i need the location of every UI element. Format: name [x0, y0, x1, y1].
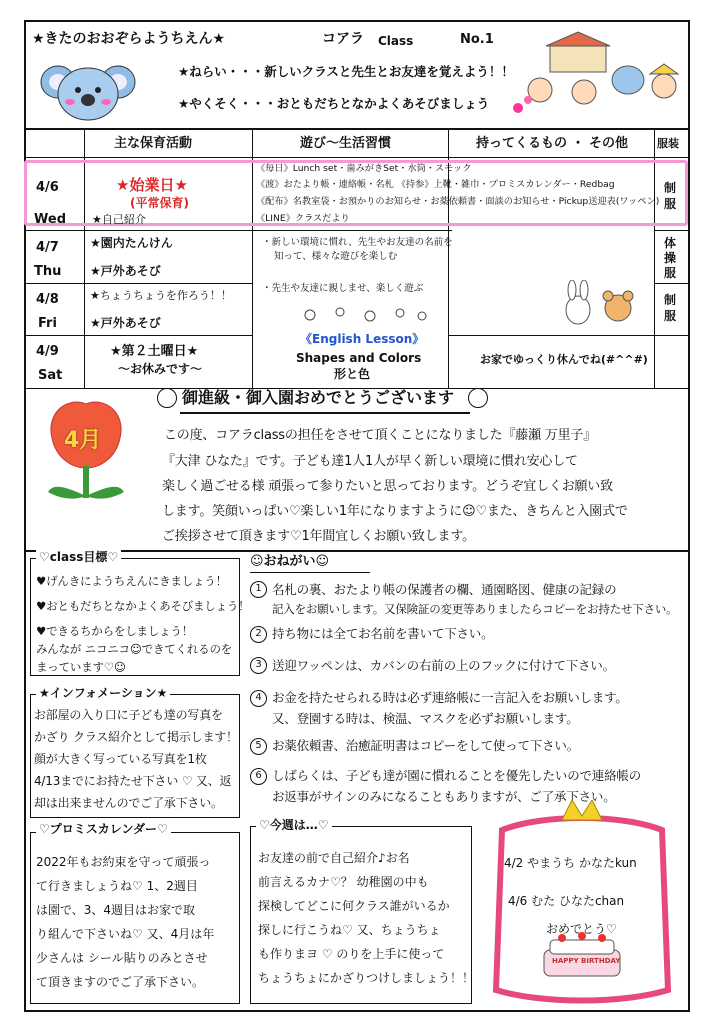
row-note: ★戸外あそび	[90, 316, 161, 330]
birthday-line: 4/6 むた ひなたchan	[508, 894, 625, 908]
class-label: Class	[378, 34, 414, 48]
request-line: お返事がサインのみになることもありますが、ご了承下さい。	[272, 789, 616, 804]
habit-line: 知って、様々な遊びを楽しむ	[274, 251, 398, 262]
row-dress: 体操服	[664, 236, 677, 280]
month-label: 4月	[64, 428, 102, 453]
requests-title: ☺おねがい☺	[250, 554, 330, 569]
item-line: 《LINE》クラスだより	[256, 213, 350, 224]
promise-calendar-title: ♡プロミスカレンダー♡	[36, 822, 171, 837]
col-header-habits: 遊び～生活習慣	[300, 136, 392, 151]
koala-illustration	[40, 52, 136, 124]
english-lesson-title: 《English Lesson》	[300, 332, 425, 346]
week-line: も作りまヨ ♡ のりを上手に使って	[258, 947, 445, 961]
request-number: 6	[250, 768, 267, 785]
greeting-line: 楽しく過ごせる様 頑張って参りたいと思っております。どうぞ宜しくお願い致	[162, 479, 613, 494]
row-dress: 制服	[664, 181, 677, 211]
item-line: 《配布》名教室袋・お預かりのお知らせ・お薬依頼書・面談のお知らせ・Pickup送迎表(ワッペン)	[256, 196, 660, 207]
col-header-items: 持ってくるもの ・ その他	[476, 136, 629, 151]
week-line: 探しに行こうね♡ 又、ちょうちょ	[258, 923, 441, 937]
row-day: Fri	[38, 316, 57, 331]
calendar-line: は園で、3、4週目はお家で取	[36, 903, 196, 917]
smile-icon	[157, 388, 177, 408]
aim-text: ★ねらい・・・新しいクラスと先生とお友達を覚えよう！！	[178, 64, 514, 79]
birthday-line: おめでとう♡	[546, 922, 617, 936]
greeting-line: ご挨拶させて頂きます♡1年間宜しくお願い致します。	[162, 529, 475, 544]
request-number: 5	[250, 738, 267, 755]
info-line: 顔が大きく写っている写真を1枚	[34, 752, 207, 766]
week-line: お友達の前で自己紹介♪お名	[258, 851, 410, 865]
calendar-line: て頂きますのでご了承下さい。	[36, 975, 205, 989]
request-number: 4	[250, 690, 267, 707]
request-line: 持ち物には全てお名前を書いて下さい。	[272, 626, 494, 641]
rabbit-bear-illustration	[556, 280, 642, 330]
greeting-line: します。笑顔いっぱい♡楽しい1年になりますように☺♡また、きちんと入園式で	[162, 504, 628, 519]
calendar-line: り組んで下さいね♡ 又、4月は年	[36, 927, 215, 941]
row-date: 4/8	[36, 292, 59, 307]
col-header-dress: 服装	[657, 137, 679, 150]
request-line: 又、登園する時は、検温、マスクを必ずお願いします。	[272, 711, 579, 726]
information-title: ★インフォメーション★	[36, 686, 170, 701]
request-line: 名札の裏、おたより帳の保護者の欄、通園略図、健康の記録の	[272, 582, 617, 597]
decoration-flowers	[300, 304, 430, 326]
class-goals-title: ♡class目標♡	[36, 550, 121, 565]
goal-line: ♥できるちからをしましょう！	[36, 624, 194, 638]
goal-line: みんなが ニコニコ☺できてくれるのを	[36, 642, 233, 656]
request-number: 1	[250, 581, 267, 598]
row-activity-sub: ～お休みです～	[118, 362, 203, 376]
school-name: ★きたのおおぞらようちえん★	[32, 31, 226, 47]
item-line: 《毎日》Lunch set・歯みがきSet・水筒・スモック	[256, 163, 472, 174]
issue-number: No.1	[460, 32, 494, 47]
col-header-activity: 主な保育活動	[114, 136, 193, 151]
habit-line: ・先生や友達に親しませ、楽しく遊ぶ	[262, 283, 424, 294]
greeting-line: この度、コアラclassの担任をさせて頂くことになりました『藤瀬 万里子』	[164, 428, 597, 443]
row-note: ★自己紹介	[92, 213, 146, 226]
row-activity: ★第２土曜日★	[110, 344, 199, 359]
request-line: 記入をお願いします。又保険証の変更等ありましたらコピーをお持たせ下さい。	[272, 602, 678, 616]
request-line: 送迎ワッペンは、カバンの右前の上のフックに付けて下さい。	[272, 658, 615, 673]
info-line: 却は出来ませんのでご了承下さい。	[34, 796, 223, 810]
row-day: Sat	[38, 368, 63, 383]
info-line: かざり クラス紹介として掲示します！	[34, 730, 238, 744]
row-activity: ★園内たんけん	[90, 236, 173, 250]
row-day: Wed	[34, 212, 66, 227]
week-line: ちょうちょにかざりつけしましょう！！	[258, 971, 475, 985]
english-lesson-jp: 形と色	[334, 367, 371, 381]
habit-line: ・新しい環境に慣れ、先生やお友達の名前を	[262, 237, 453, 248]
request-line: しばらくは、子ども達が園に慣れることを優先したいので連絡帳の	[272, 768, 642, 783]
calendar-line: 少さんは シール貼りのみとさせ	[36, 951, 208, 965]
goal-line: まっています♡☺	[36, 660, 126, 674]
greeting-title: 御進級・御入園おめでとうございます	[182, 388, 455, 407]
info-line: お部屋の入り口に子ども達の写真を	[34, 708, 223, 722]
week-line: 前言えるカナ♡？ 幼稚園の中も	[258, 875, 429, 889]
request-line: お金を持たせられる時は必ず連絡帳に一言記入をお願いします。	[272, 690, 628, 705]
tulip-illustration	[38, 396, 134, 514]
row-activity-sub: (平常保育)	[130, 196, 189, 210]
greeting-line: 『大津 ひなた』です。子ども達1人1人が早く新しい環境に慣れ安心して	[162, 454, 578, 469]
row-date: 4/7	[36, 240, 59, 255]
request-line: お薬依頼書、治癒証明書はコピーをして使って下さい。	[272, 738, 580, 753]
info-line: 4/13までにお持たせ下さい ♡ 又、返	[34, 774, 232, 788]
birthday-line: 4/2 やまうち かなたkun	[504, 856, 637, 870]
request-number: 2	[250, 626, 267, 643]
week-line: 探検してどこに何クラス誰がいるか	[258, 899, 450, 913]
row-note: ★戸外あそび	[90, 264, 161, 278]
row-activity: ★始業日★	[116, 176, 188, 194]
item-line: 《渡》おたより帳・連絡帳・名札 《持参》上靴・雑巾・プロミスカレンダー・Redbag	[256, 179, 615, 190]
row-date: 4/9	[36, 344, 59, 359]
row-date: 4/6	[36, 180, 59, 195]
smile-icon	[468, 388, 488, 408]
goal-line: ♥げんきにようちえんにきましょう！	[36, 574, 227, 588]
calendar-line: 2022年もお約束を守って頑張っ	[36, 855, 211, 869]
english-lesson-sub: Shapes and Colors	[296, 351, 422, 365]
row-day: Thu	[34, 264, 62, 279]
calendar-line: て行きましょうね♡ 1、2週目	[36, 879, 198, 893]
class-name: コアラ	[322, 31, 364, 47]
goal-line: ♥おともだちとなかよくあそびましょう！	[36, 599, 250, 613]
cake-label: HAPPY BIRTHDAY	[552, 957, 621, 965]
promise-text: ★やくそく・・・おともだちとなかよくあそびましょう	[178, 96, 490, 111]
request-number: 3	[250, 657, 267, 674]
kids-school-illustration	[500, 30, 686, 116]
saturday-note: お家でゆっくり休んでね(#^^#)	[480, 353, 648, 366]
row-dress: 制服	[664, 293, 677, 323]
this-week-title: ♡今週は…♡	[256, 818, 332, 833]
row-activity: ★ちょうちょうを作ろう！！	[90, 289, 232, 302]
